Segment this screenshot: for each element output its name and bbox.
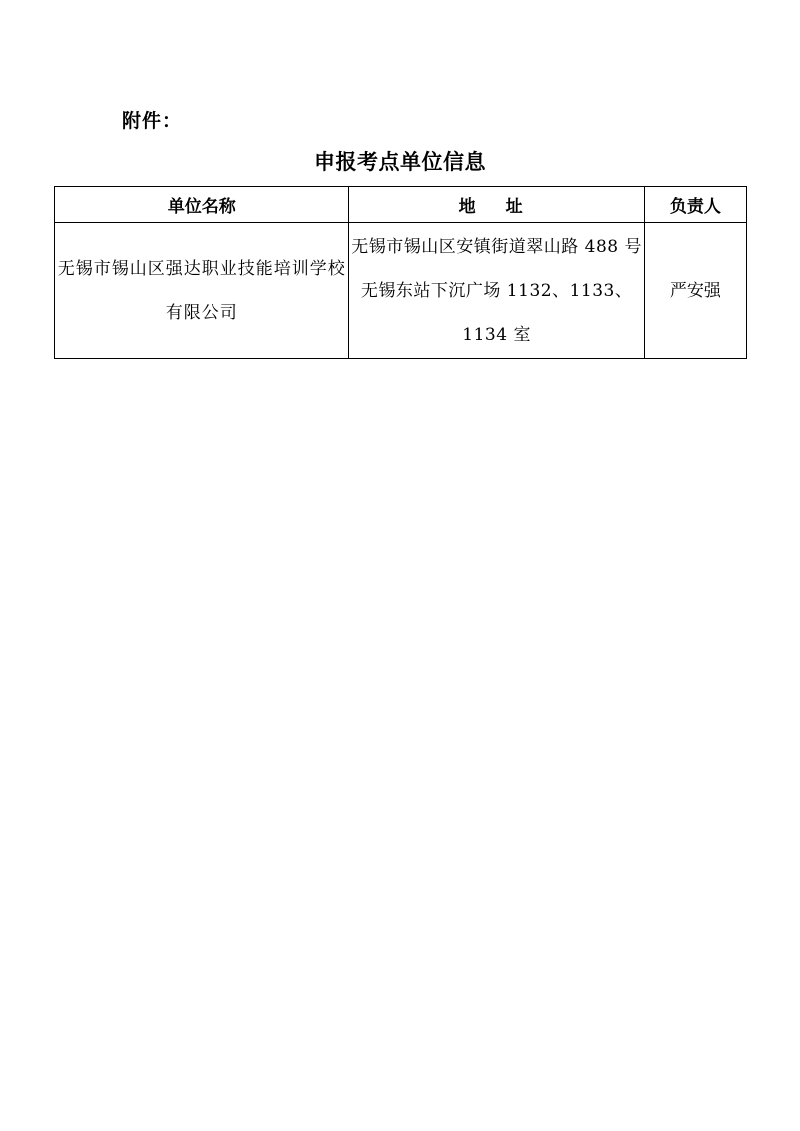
table-header-row — [55, 187, 747, 223]
cell-person-in-charge: 严安强 — [644, 223, 746, 359]
document-title: 申报考点单位信息 — [314, 150, 486, 174]
header-person: 负责人 — [644, 187, 746, 223]
cell-unit-name: 无锡市锡山区强达职业技能培训学校有限公司 — [55, 223, 349, 359]
header-name: 单位名称 — [55, 187, 349, 223]
header-address-label: 地 址 — [458, 197, 535, 217]
table-row — [55, 223, 747, 359]
attachment-label: 附件： — [122, 110, 183, 132]
info-table — [54, 186, 747, 359]
cell-address: 无锡市锡山区安镇街道翠山路 488 号无锡东站下沉广场 1132、1133、1134 室 — [349, 223, 644, 359]
header-address — [349, 187, 644, 223]
